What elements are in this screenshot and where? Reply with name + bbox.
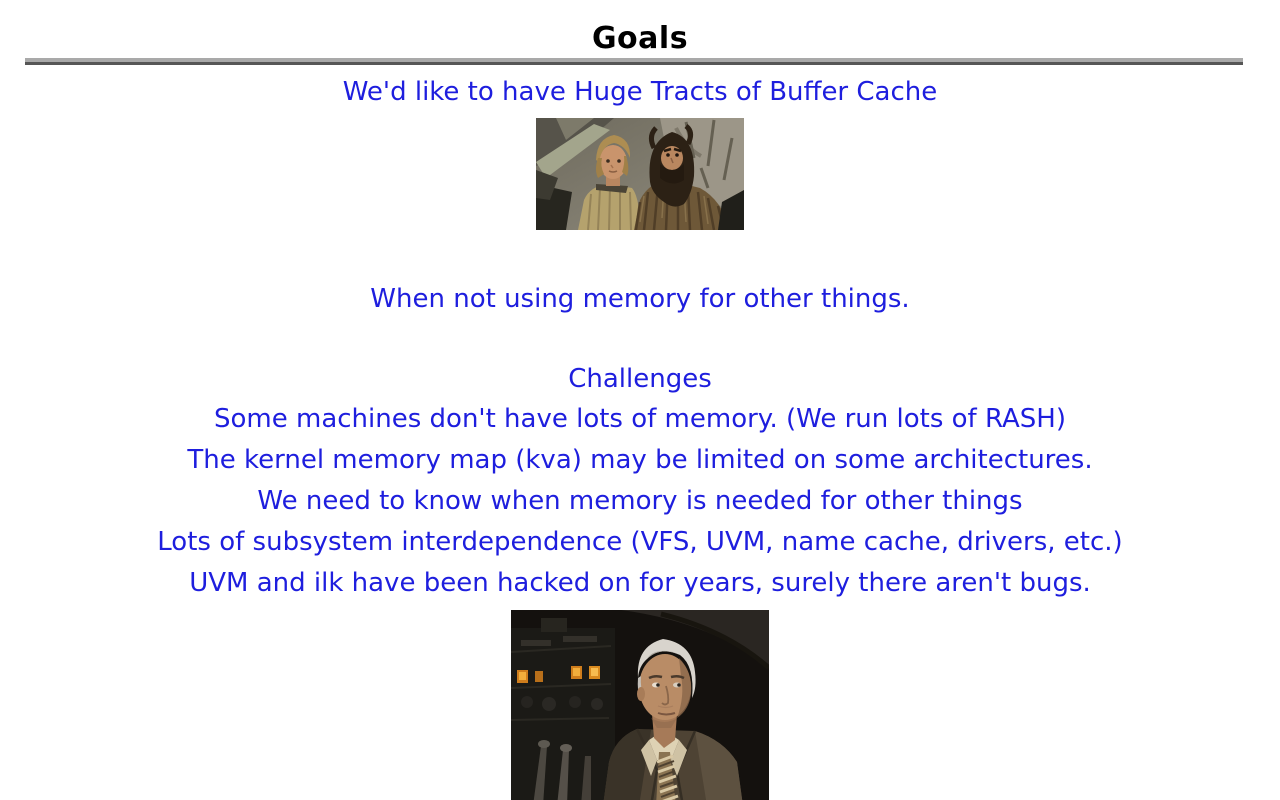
challenge-line-1: Some machines don't have lots of memory. (We run lots of RASH) xyxy=(214,404,1066,434)
challenges-heading: Challenges xyxy=(568,364,712,394)
challenge-line-2: The kernel memory map (kva) may be limited on some architectures. xyxy=(187,445,1093,475)
huge-tracts-photo xyxy=(536,118,744,230)
memory-note-line: When not using memory for other things. xyxy=(370,284,910,314)
challenge-line-4: Lots of subsystem interdependence (VFS, UVM, name cache, drivers, etc.) xyxy=(157,527,1123,557)
challenge-line-3: We need to know when memory is needed for other things xyxy=(257,486,1023,516)
challenge-line-5: UVM and ilk have been hacked on for years, surely there aren't bugs. xyxy=(189,568,1091,598)
page-title: Goals xyxy=(591,21,689,56)
cockpit-photo xyxy=(511,610,769,800)
intro-line: We'd like to have Huge Tracts of Buffer Cache xyxy=(342,77,938,107)
title-divider xyxy=(25,58,1243,65)
